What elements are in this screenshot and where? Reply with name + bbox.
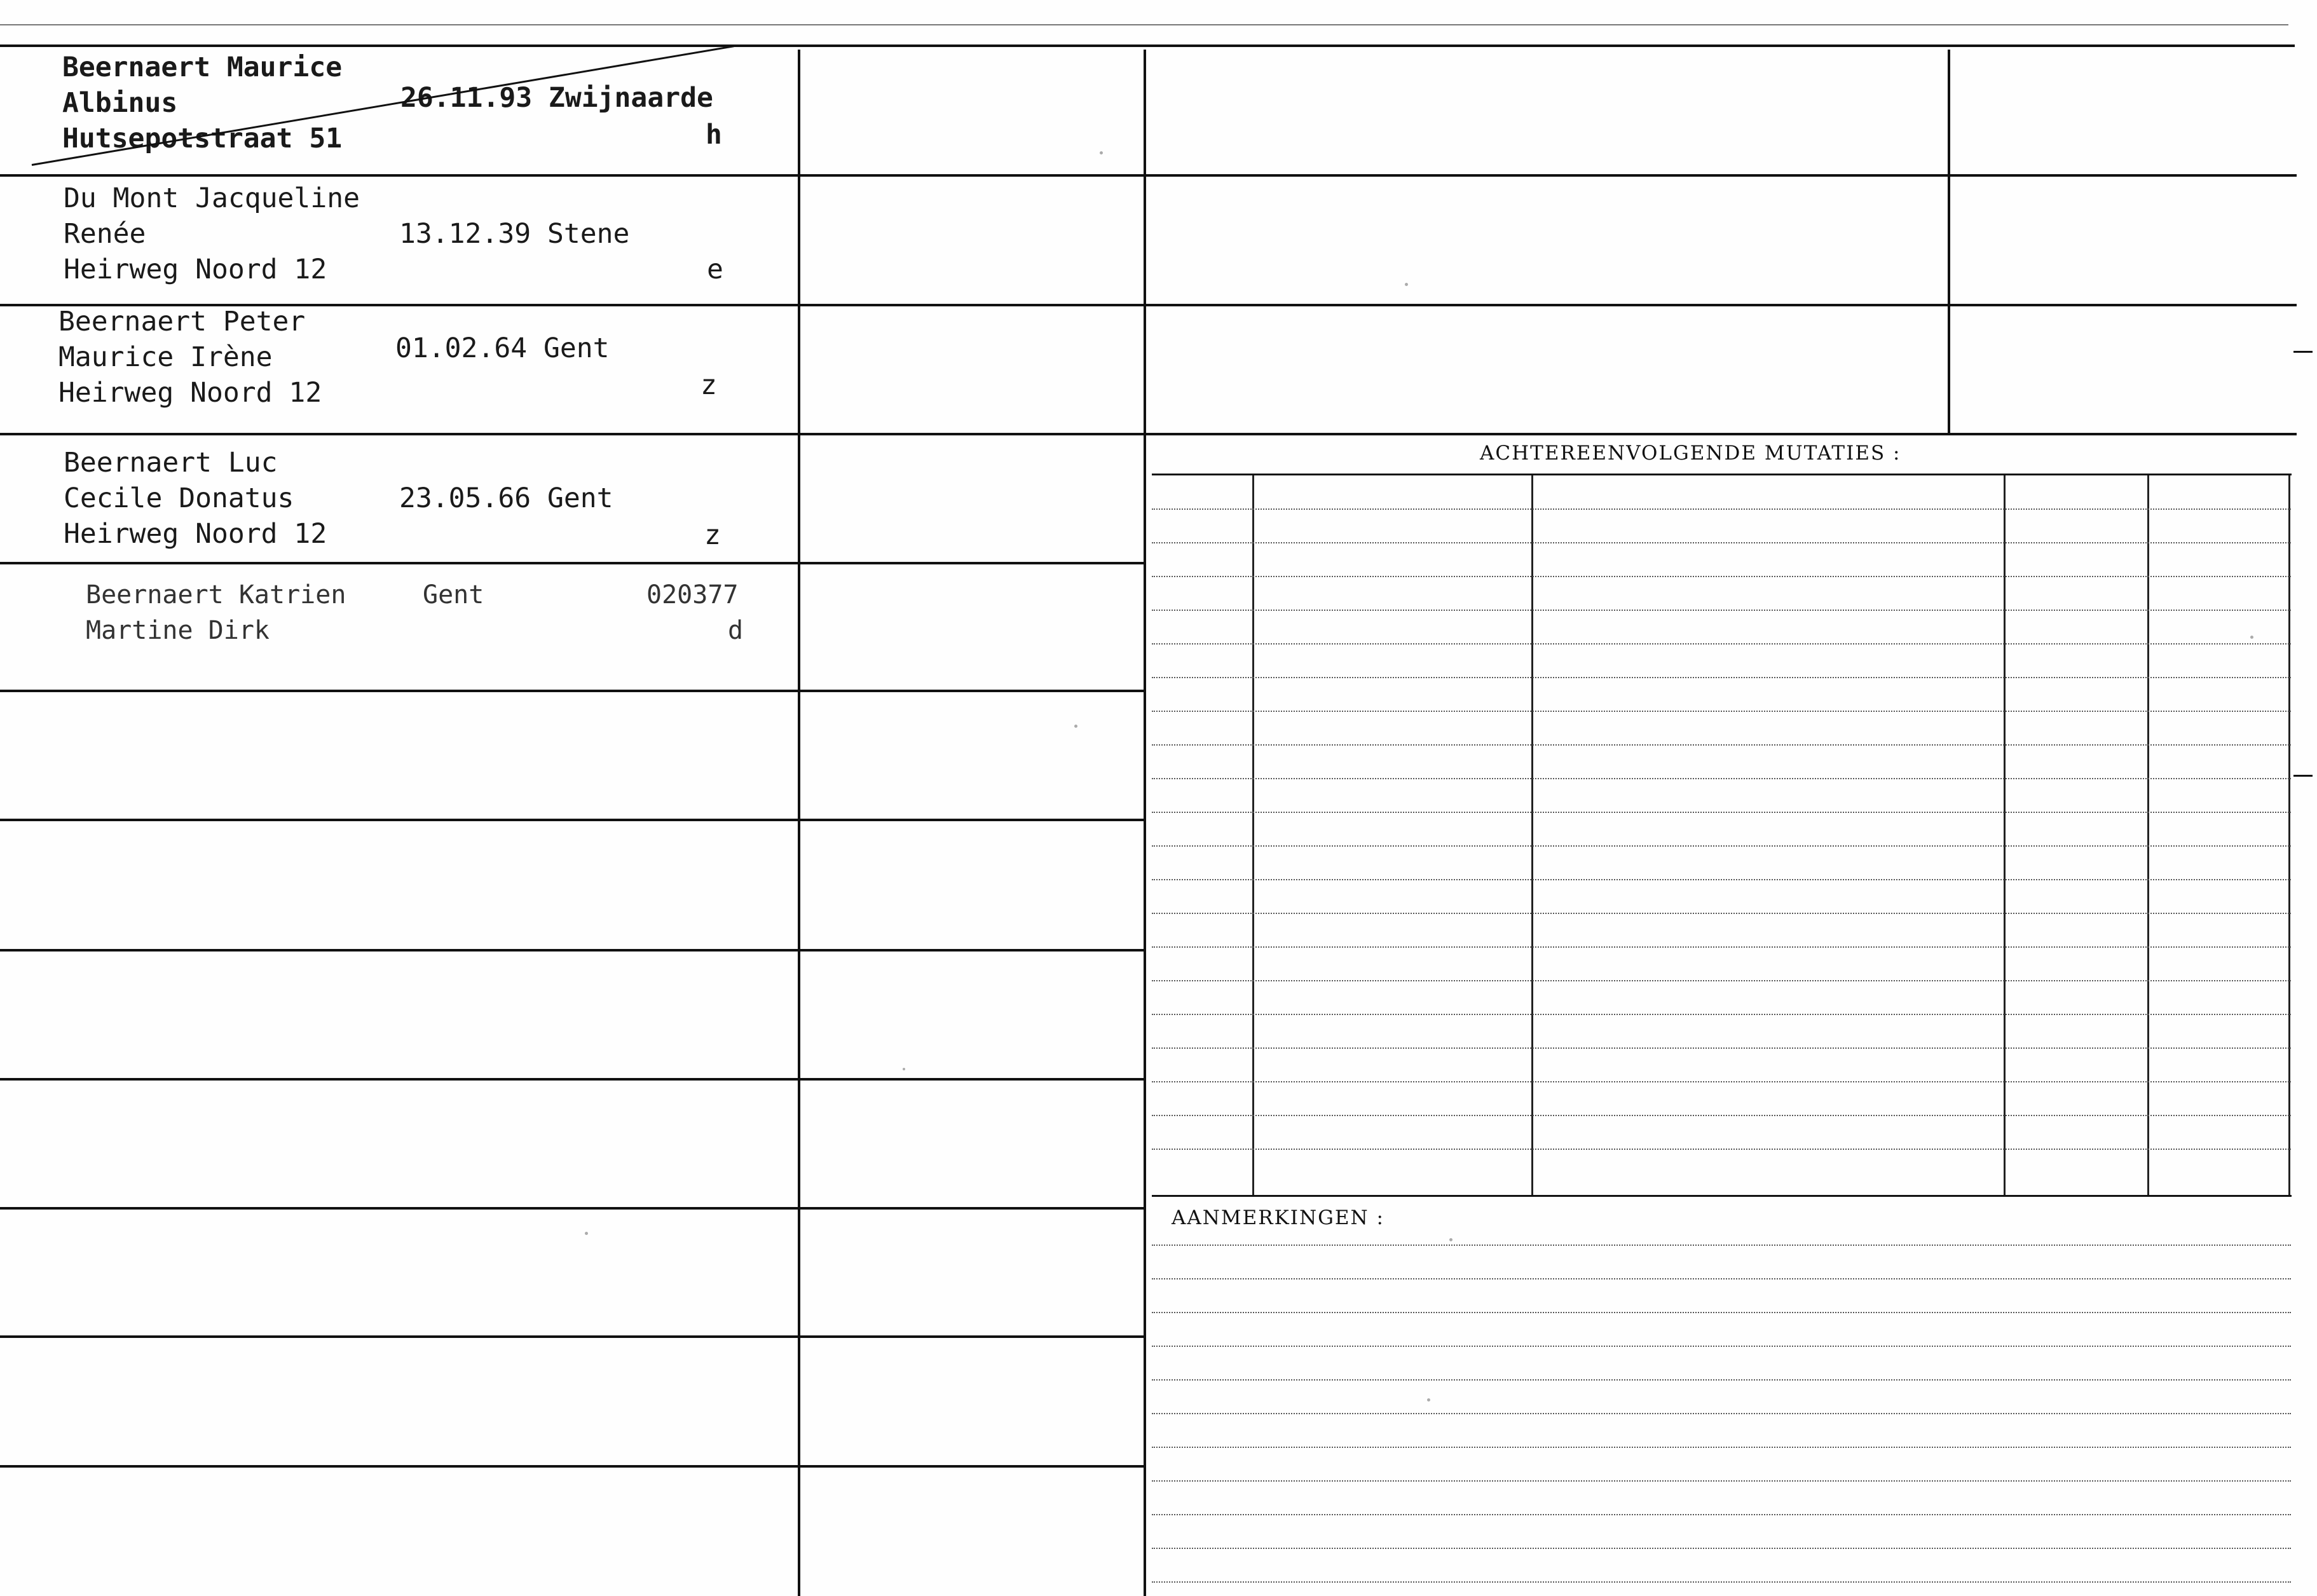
middle-row-rule [800,1465,1144,1468]
entry-name-line2: Cecile Donatus [64,482,294,514]
dotted-rule [1152,1548,2291,1549]
row-rule [0,1465,798,1468]
entry-code: d [728,616,744,645]
dotted-rule [1152,610,2291,611]
middle-row-rule [800,562,1144,564]
right-row-rule [1146,433,2297,435]
dotted-rule [1152,845,2291,847]
top-border [0,44,2295,47]
middle-row-rule [800,949,1144,951]
dotted-rule [1152,1014,2291,1015]
dotted-rule [1152,576,2291,577]
entry-code: z [704,519,721,551]
remarks-heading: AANMERKINGEN : [1172,1206,1384,1229]
row-rule [0,949,798,951]
mutations-col-line [1531,475,1533,1195]
entry-address: Heirweg Noord 12 [58,377,322,409]
dotted-rule [1152,879,2291,880]
entry-name-line1: Beernaert Luc [64,447,278,479]
dotted-rule [1152,643,2291,645]
entry-name-line1: Beernaert Peter [58,306,306,338]
entry-name-line1: Beernaert Katrien [86,580,346,610]
entry-date: 020377 [646,580,739,610]
row-rule [0,1078,798,1081]
mutations-table-top [1152,474,2292,475]
column-divider-middle [1144,50,1146,1596]
mutations-table-bottom [1152,1195,2292,1197]
mutations-col-line [2288,475,2290,1195]
mutations-col-line [2004,475,2006,1195]
middle-row-rule [800,1335,1144,1338]
dotted-rule [1152,980,2291,981]
entry-name-line1: Du Mont Jacqueline [64,182,360,214]
entry-address: Hutsepotstraat 51 [62,123,343,154]
entry-name-line1: Beernaert Maurice [62,51,343,83]
entry-date-place: 01.02.64 Gent [395,332,610,364]
entry-name-line2: Albinus [62,87,178,119]
entry-date-place: 13.12.39 Stene [399,218,630,250]
entry-name-line2: Renée [64,218,146,250]
scan-speck [903,1068,905,1070]
entry-code: h [706,119,722,151]
entry-date-place: 26.11.93 Zwijnaarde [400,82,713,114]
mutations-col-line [1252,475,1254,1195]
mutations-col-line [2147,475,2149,1195]
middle-row-rule [800,1207,1144,1210]
scan-speck [1449,1238,1452,1241]
dotted-rule [1152,1413,2291,1414]
dotted-rule [1152,1149,2291,1150]
scan-speck [585,1232,588,1235]
scan-speck [1100,151,1103,154]
middle-row-rule [800,174,1144,177]
dotted-rule [1152,812,2291,813]
middle-row-rule [800,819,1144,821]
entry-address: Heirweg Noord 12 [64,518,327,550]
dotted-rule [1152,1447,2291,1448]
dotted-rule [1152,744,2291,746]
entry-5 [86,577,744,826]
column-divider-right-upper [1948,50,1950,435]
entry-code: e [707,254,723,285]
scan-speck [2250,636,2253,639]
dotted-rule [1152,913,2291,914]
entry-address: Heirweg Noord 12 [64,254,327,285]
dotted-rule [1152,1581,2291,1583]
dotted-rule [1152,1514,2291,1515]
right-row-rule [1146,304,2297,306]
dotted-rule [1152,1346,2291,1347]
middle-row-rule [800,304,1144,306]
dotted-rule [1152,1480,2291,1482]
dotted-rule [1152,542,2291,543]
edge-tick [2293,775,2313,777]
edge-tick [2293,351,2313,353]
scan-speck [1074,725,1077,728]
mutations-heading: ACHTEREENVOLGENDE MUTATIES : [1480,442,1901,465]
scan-speck [1427,1398,1430,1402]
right-row-rule [1146,174,2297,177]
middle-row-rule [800,1078,1144,1081]
entry-date-place: 23.05.66 Gent [399,482,613,514]
middle-row-rule [800,433,1144,435]
dotted-rule [1152,1081,2291,1082]
dotted-rule [1152,508,2291,510]
dotted-rule [1152,677,2291,678]
dotted-rule [1152,1379,2291,1381]
dotted-rule [1152,946,2291,948]
row-rule [0,1335,798,1338]
dotted-rule [1152,1245,2291,1246]
dotted-rule [1152,711,2291,712]
entry-place: Gent [423,580,484,610]
dotted-rule [1152,1312,2291,1313]
middle-row-rule [800,690,1144,692]
dotted-rule [1152,1115,2291,1116]
top-faint-line [0,24,2288,25]
dotted-rule [1152,778,2291,779]
entry-name-line2: Maurice Irène [58,341,273,373]
scan-speck [1405,283,1408,286]
dotted-rule [1152,1278,2291,1279]
row-rule [0,1207,798,1210]
column-divider-left [798,50,800,1596]
dotted-rule [1152,1047,2291,1049]
entry-name-line2: Martine Dirk [86,616,270,645]
entry-code: z [701,369,717,401]
